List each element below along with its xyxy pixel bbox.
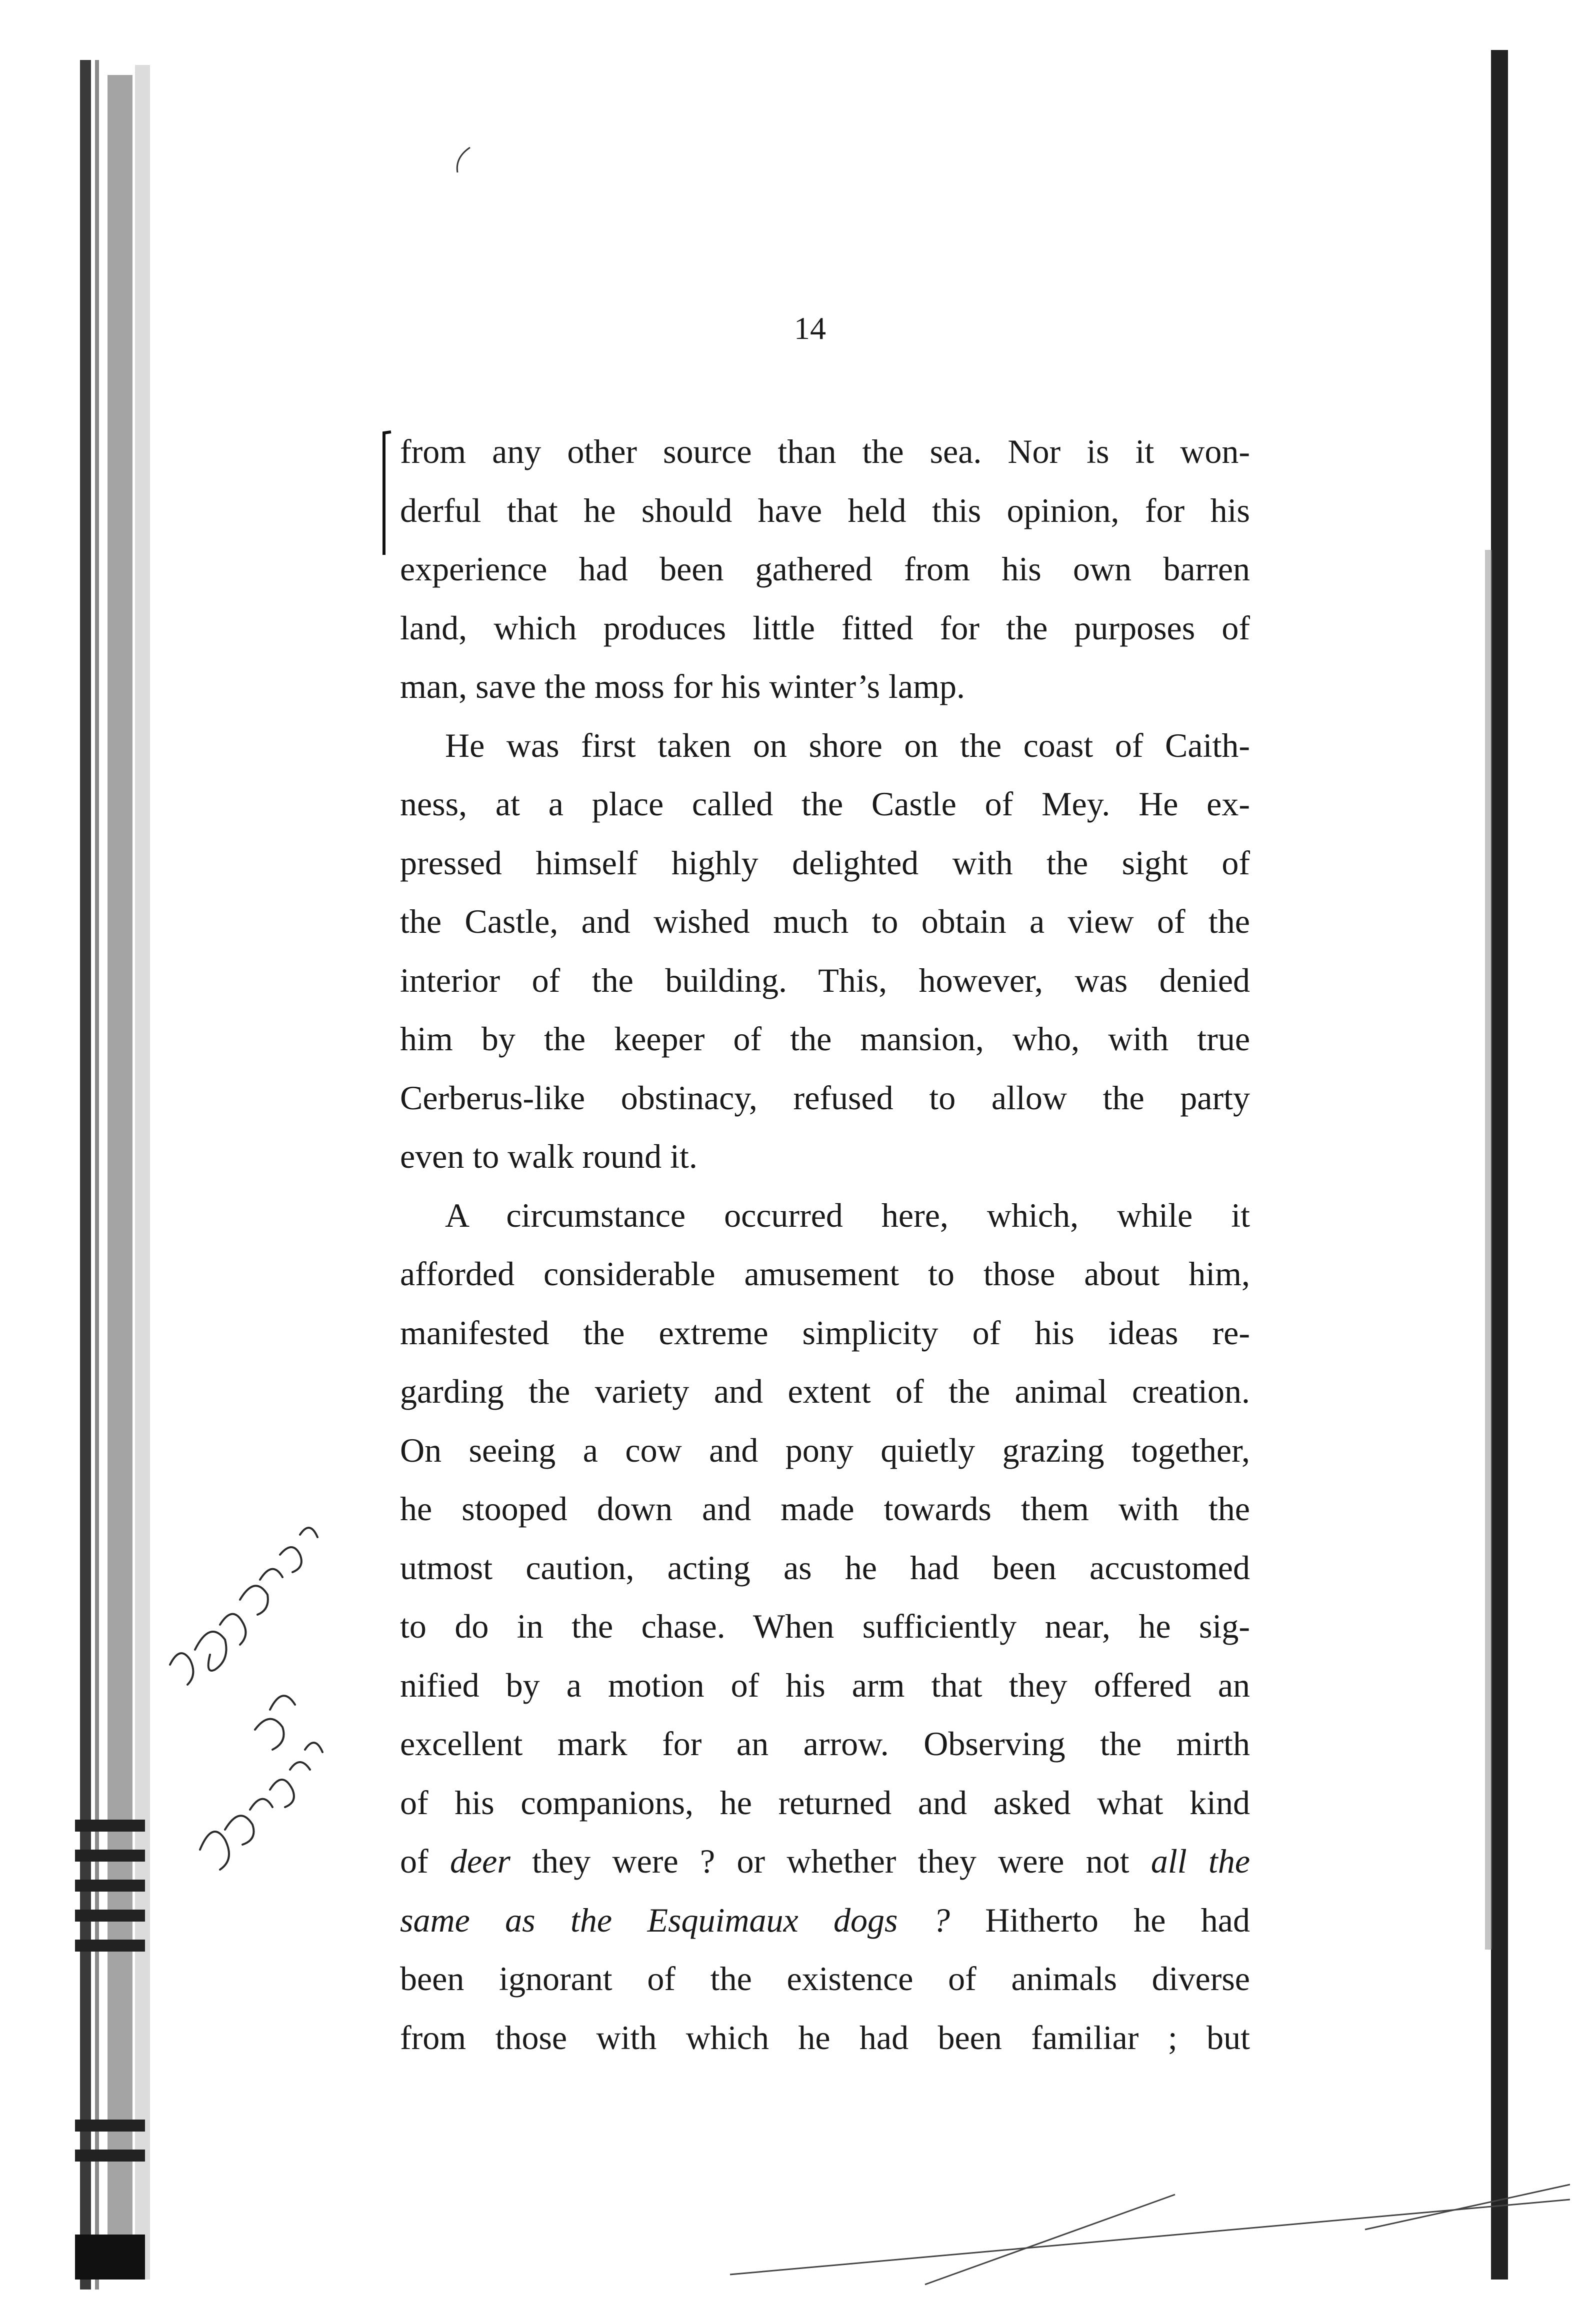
text-line: man, save the moss for his winter’s lamp. xyxy=(400,667,966,705)
text-line: He was first taken on shore on the coast of Caith- xyxy=(445,726,1250,764)
text-line: On seeing a cow and pony quietly grazing together, xyxy=(400,1431,1250,1469)
text-line: of his companions, he returned and asked what kind xyxy=(400,1783,1250,1822)
text-line: nified by a motion of his arm that they offered an xyxy=(400,1666,1250,1704)
italic-run: deer xyxy=(450,1842,510,1880)
text-run: of xyxy=(400,1842,450,1880)
text-line-italic-mixed xyxy=(400,1891,1250,1950)
paragraph-1 xyxy=(400,422,1250,716)
text-line: afforded considerable amusement to those about him, xyxy=(400,1255,1250,1293)
paragraph-2 xyxy=(400,716,1250,1186)
text-line: ness, at a place called the Castle of Mey. He ex- xyxy=(400,785,1250,823)
text-line: been ignorant of the existence of animals diverse xyxy=(400,1960,1250,1998)
margin-bracket-mark xyxy=(380,430,395,560)
body-text xyxy=(400,422,1250,2067)
text-run: they were ? or whether they were not xyxy=(510,1842,1151,1880)
text-line: interior of the building. This, however, was denied xyxy=(400,961,1250,999)
text-line: even to walk round it. xyxy=(400,1137,698,1175)
text-line: to do in the chase. When sufficiently near, he sig- xyxy=(400,1607,1250,1645)
pencil-lines xyxy=(725,2150,1570,2300)
text-line: pressed himself highly delighted with the sight of xyxy=(400,843,1250,882)
page-number: 14 xyxy=(794,310,826,346)
text-line: excellent mark for an arrow. Observing the mirth xyxy=(400,1725,1250,1763)
paragraph-3 xyxy=(400,1186,1250,2068)
text-line: manifested the extreme simplicity of his ideas re- xyxy=(400,1313,1250,1352)
left-binding-shadow xyxy=(60,60,170,2290)
right-edge-shadow xyxy=(1480,50,1515,2280)
text-line: from those with which he had been familiar ; but xyxy=(400,2018,1250,2057)
stray-pen-mark xyxy=(450,145,475,175)
text-line: experience had been gathered from his own barren xyxy=(400,550,1250,588)
text-line: garding the variety and extent of the animal creation. xyxy=(400,1372,1250,1410)
text-line: him by the keeper of the mansion, who, with true xyxy=(400,1020,1250,1058)
text-line: utmost caution, acting as he had been accustomed xyxy=(400,1548,1250,1587)
text-line-italic-mixed xyxy=(400,1832,1250,1891)
text-line: land, which produces little fitted for the purposes of xyxy=(400,608,1250,647)
text-line: A circumstance occurred here, which, while it xyxy=(445,1196,1250,1234)
handwritten-annotation xyxy=(140,1500,370,1940)
italic-run: same as the Esquimaux dogs ? xyxy=(400,1901,950,1939)
text-line: derful that he should have held this opinion, for his xyxy=(400,491,1250,529)
text-run: Hitherto he had xyxy=(950,1901,1250,1939)
text-line: from any other source than the sea. Nor is it won- xyxy=(400,432,1250,470)
text-line: he stooped down and made towards them with the xyxy=(400,1490,1250,1528)
text-line: Cerberus-like obstinacy, refused to allow the party xyxy=(400,1078,1250,1117)
text-line: the Castle, and wished much to obtain a view of the xyxy=(400,902,1250,940)
italic-run: all the xyxy=(1150,1842,1250,1880)
